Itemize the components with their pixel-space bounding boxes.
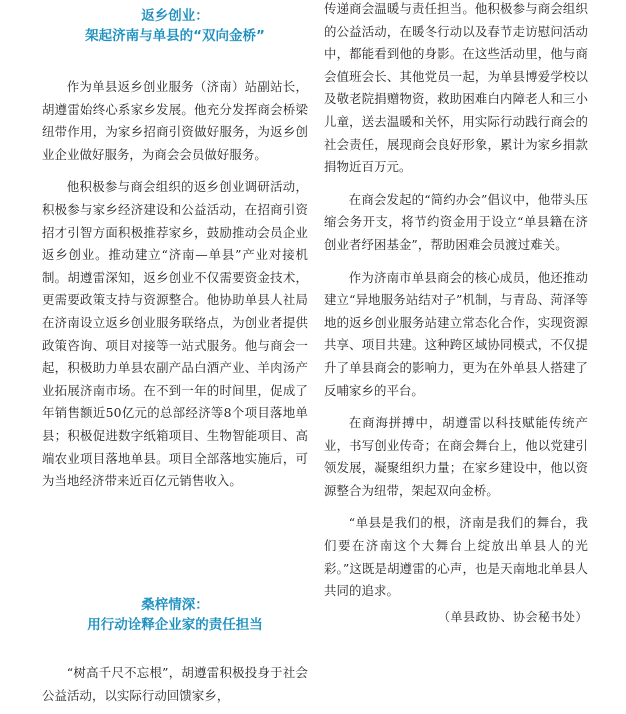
- section-heading-return-entrepreneurship: [42, 6, 308, 46]
- paragraph: “单县是我们的根，济南是我们的舞台，我们要在济南这个大舞台上绽放出单县人的光彩。”这既是胡遵雷的心声，也是天南地北单县人共同的追求。: [324, 515, 588, 599]
- paragraph: 他积极参与商会组织的返乡创业调研活动，积极参与家乡经济建设和公益活动，在招商引资招才引智方面积极推荐家乡，鼓励推动会员企业返乡创业。推动建立“济南—单县”产业对接机制。胡遵雷深知，返乡创业不仅需要资金技术，更需要政策支持与资源整合。他协助单县人社局在济南设立返乡创业服务联络点，为创业者提供政策咨询、项目对接等一站式服务。他与商会一起，积极助力单县农副产品白酒产业、羊肉汤产业拓展济南市场。在不到一年的时间里，促成了年销售额近50亿元的总部经济等8个项目落地单县；积极促进数字纸箱项目、生物智能项目、高端农业项目落地单县。项目全部落地实施后，可为当地经济带来近百亿元销售收入。: [42, 179, 308, 489]
- paragraph: 作为济南市单县商会的核心成员，他还推动建立“异地服务站结对子”机制，与青岛、菏泽等地的返乡创业服务站建立常态化合作，实现资源共享、项目共建。这种跨区域协同模式，不仅提升了单县商会的影响力，更为在外单县人搭建了反哺家乡的平台。: [324, 269, 588, 398]
- left-column: [42, 0, 308, 703]
- paragraph: “树高千尺不忘根”，胡遵雷积极投身于社会公益活动，以实际行动回馈家乡，: [42, 665, 308, 703]
- right-column: [324, 0, 588, 627]
- section-title: 桑梓情深：: [141, 597, 209, 613]
- paragraph: 作为单县返乡创业服务（济南）站副站长，胡遵雷始终心系家乡发展。他充分发挥商会桥梁纽带作用，为家乡招商引资做好服务，为返乡创业企业做好服务，为商会会员做好服务。: [42, 79, 308, 162]
- section-subtitle: 架起济南与单县的“双向金桥”: [85, 28, 265, 44]
- author-signature: （单县政协、协会秘书处）: [437, 609, 588, 624]
- paragraph: 在商海拼搏中，胡遵雷以科技赋能传统产业，书写创业传奇；在商会舞台上，他以党建引领发展，凝聚组织力量；在家乡建设中，他以资源整合为纽带，架起双向金桥。: [324, 415, 588, 498]
- section-heading-hometown-affection: [42, 595, 308, 635]
- section-subtitle: 用行动诠释企业家的责任担当: [87, 617, 263, 633]
- section-title: 返乡创业：: [141, 8, 209, 24]
- paragraph-continued: 传递商会温暖与责任担当。他积极参与商会组织的公益活动，在暖冬行动以及春节走访慰问活动中，都能看到他的身影。在这些活动里，他与商会值班会长、其他党员一起，为单县博爱学校以及敬老院捐赠物资，救助困难白内障老人和三小儿童，送去温暖和关怀，用实际行动践行商会的社会责任，展现商会良好形象，累计为家乡捐款捐物近百万元。: [324, 1, 588, 175]
- paragraph: 在商会发起的“简约办会”倡议中，他带头压缩会务开支，将节约资金用于设立“单县籍在济创业者纾困基金”，帮助困难会员渡过难关。: [324, 191, 588, 252]
